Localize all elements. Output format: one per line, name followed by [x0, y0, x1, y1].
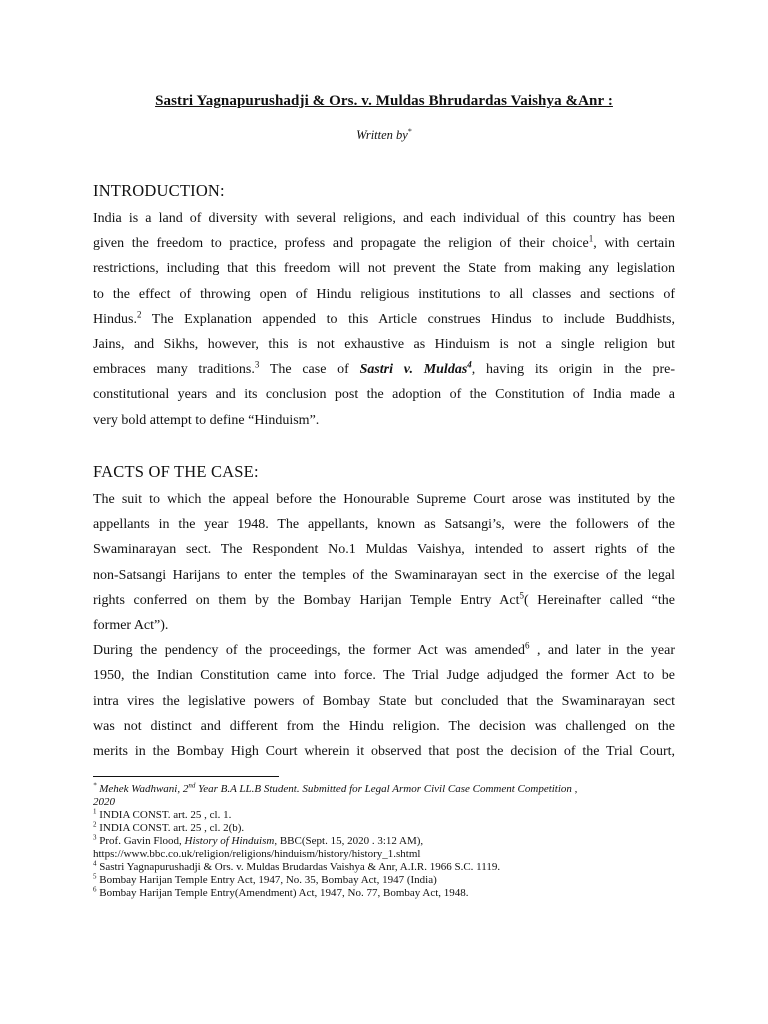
byline-footnote-mark: * — [407, 127, 412, 136]
footnote-number: 5 — [93, 872, 97, 881]
text-run: given the freedom to practice, profess and propagate the religion of their choice — [93, 236, 589, 252]
ordinal-suffix: nd — [188, 781, 196, 790]
footnote-text: , BBC(Sept. 15, 2020 . 3:12 AM), — [274, 835, 424, 847]
case-name: Sastri v. Muldas — [359, 362, 468, 378]
paragraph-line: restrictions, including that this freedom will not prevent the State from making any legislation — [93, 261, 675, 277]
paragraph-line — [93, 231, 675, 256]
paragraph-line — [93, 307, 675, 332]
footnote-number: 1 — [93, 807, 97, 816]
footnote-text: Prof. Gavin Flood, — [96, 835, 185, 847]
text-run: , with certain — [593, 236, 675, 252]
paragraph-line: constitutional years and its conclusion post the adoption of the Constitution of India made a — [93, 387, 675, 403]
text-run: The Explanation appended to this Article construes Hindus to include Buddhists, — [141, 311, 675, 327]
text-run: rights conferred on them by the Bombay Harijan Temple Entry Act — [93, 592, 520, 608]
footnote-number: 6 — [93, 885, 97, 894]
footnote-number: 2 — [93, 820, 97, 829]
footnote-1 — [93, 809, 693, 822]
footnote-ref-3: 3 — [254, 359, 260, 370]
paragraph-line: appellants in the year 1948. The appellants, known as Satsangi’s, were the followers of the — [93, 517, 675, 533]
footnote-5 — [93, 874, 693, 887]
facts-heading: FACTS OF THE CASE: — [93, 462, 259, 481]
paragraph-line: intra vires the legislative powers of Bombay State but concluded that the Swaminarayan sect — [93, 693, 675, 709]
case-title: Sastri Yagnapurushadji & Ors. v. Muldas Bhrudardas Vaishya &Anr : — [155, 93, 613, 109]
paragraph-line: merits in the Bombay High Court wherein it observed that post the decision of the Trial Court, — [93, 743, 675, 759]
text-run: , and later in the year — [529, 643, 675, 659]
footnote-6 — [93, 887, 693, 900]
paragraph-line: The suit to which the appeal before the Honourable Supreme Court arose was instituted by the — [93, 492, 675, 507]
footnote-ref-1: 1 — [588, 233, 594, 244]
footnote-text: Bombay Harijan Temple Entry Act, 1947, No. 35, Bombay Act, 1947 (India) — [96, 874, 437, 886]
facts-paragraph — [93, 487, 675, 764]
paragraph-line — [93, 357, 675, 382]
footnote-4 — [93, 861, 693, 874]
footnote-mark: * — [93, 781, 97, 790]
paragraph-line: 1950, the Indian Constitution came into force. The Trial Judge adjudged the former Act to be — [93, 668, 675, 684]
footnotes — [93, 783, 693, 900]
footnote-ref-5: 5 — [519, 590, 524, 601]
footnote-ref-6: 6 — [524, 640, 530, 651]
paragraph-line: was not distinct and different from the Hindu religion. The decision was challenged on the — [93, 718, 675, 734]
footnote-text: Sastri Yagnapurushadji & Ors. v. Muldas Brudardas Vaishya & Anr, A.I.R. 1966 S.C. 1119. — [96, 861, 501, 873]
footnote-3-url[interactable]: https://www.bbc.co.uk/religion/religions/hinduism/history/history_1.shtml — [93, 848, 421, 860]
paragraph-line — [93, 588, 675, 613]
paragraph-line: very bold attempt to define “Hinduism”. — [93, 412, 320, 428]
footnote-author — [93, 783, 693, 796]
paragraph-line: non-Satsangi Harijans to enter the temples of the Swaminarayan sect in the exercise of the legal — [93, 567, 675, 583]
footnote-text: Bombay Harijan Temple Entry(Amendment) Act, 1947, No. 77, Bombay Act, 1948. — [96, 887, 469, 899]
byline-text: Written by — [356, 128, 408, 143]
footnote-3 — [93, 835, 693, 848]
introduction-heading: INTRODUCTION: — [93, 181, 225, 200]
footnote-number: 3 — [93, 833, 97, 842]
text-run: , having its origin in the pre- — [471, 362, 676, 378]
text-run: Year B.A LL.B Student. Submitted for Legal Armor Civil Case Comment Competition , — [195, 783, 578, 795]
text-run: The case of — [259, 362, 360, 378]
paragraph-line: to the effect of throwing open of Hindu religious institutions to all classes and sections of — [93, 286, 675, 302]
paragraph-line: Jains, and Sikhs, however, this is not exhaustive as Hinduism is not a single religion but — [93, 336, 675, 352]
footnote-text: INDIA CONST. art. 25 , cl. 2(b). — [96, 822, 245, 834]
footnote-2 — [93, 822, 693, 835]
footnote-author-continued: 2020 — [93, 796, 115, 808]
footnote-text: INDIA CONST. art. 25 , cl. 1. — [96, 809, 232, 821]
text-run: ( Hereinafter called “the — [523, 592, 676, 608]
introduction-paragraph — [93, 206, 675, 433]
footnote-ref-4: 4 — [467, 359, 472, 370]
footnote-separator — [93, 776, 279, 777]
footnote-italic: History of Hinduism — [184, 835, 275, 847]
paragraph-line: former Act”). — [93, 617, 169, 633]
paragraph-line: India is a land of diversity with several religions, and each individual of this country has been — [93, 211, 675, 226]
footnote-ref-2: 2 — [136, 309, 142, 320]
footnote-number: 4 — [93, 859, 97, 868]
text-run: embraces many traditions. — [93, 362, 255, 378]
paragraph-line: Swaminarayan sect. The Respondent No.1 Muldas Vaishya, intended to assert rights of the — [93, 542, 675, 558]
text-run: Hindus. — [93, 311, 137, 327]
text-run: Mehek Wadhwani, 2 — [96, 783, 189, 795]
text-run: During the pendency of the proceedings, the former Act was amended — [93, 643, 525, 659]
byline — [0, 127, 768, 143]
paragraph-line — [93, 638, 675, 663]
